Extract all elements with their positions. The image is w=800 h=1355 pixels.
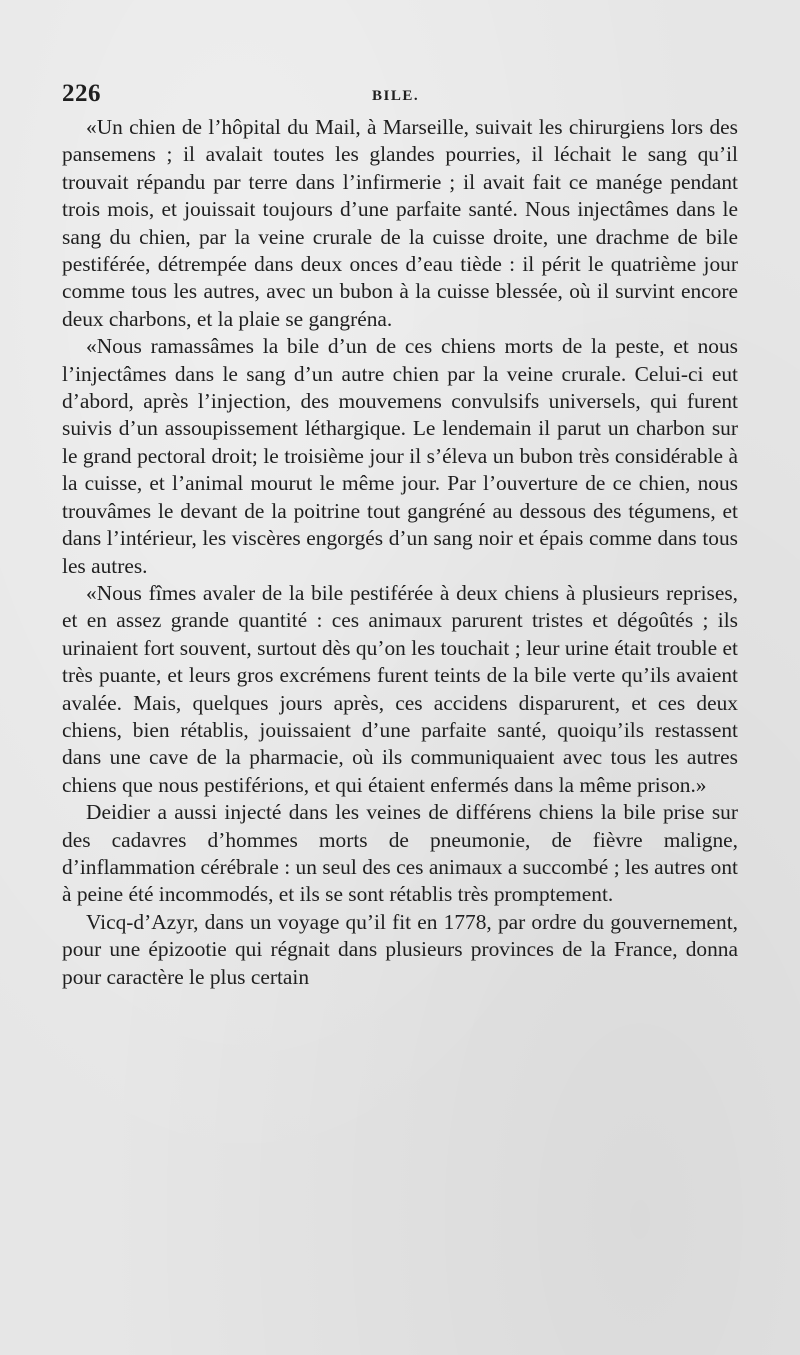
body-text	[62, 114, 738, 991]
paragraph-vicq-dazyr: Vicq-d’Azyr, dans un voyage qu’il fit en 1778, par ordre du gouvernement, pour une épizootie qui régnait dans plusieurs provinces de la France, donna pour caractère le plus certain	[62, 909, 738, 989]
paragraph-dog-hospital: «Un chien de l’hôpital du Mail, à Marseille, suivait les chirurgiens lors des pansemens ; il avalait toutes les glandes pourries, il léchait le sang qu’il trouvait répandu par terre dans l’infirmerie ; il avait fait ce manége pendant trois mois, et jouissait toujours d’une parfaite santé. Nous injectâmes dans le sang du chien, par la veine crurale de la cuisse droite, une drachme de bile pestiférée, détrempée dans deux onces d’eau tiède : il périt le quatrième jour comme tous les autres, avec un bubon à la cuisse blessée, où il survint encore deux charbons, et la plaie se gangréna.	[62, 115, 738, 331]
paragraph-bile-swallowed: «Nous fîmes avaler de la bile pestiférée à deux chiens à plusieurs reprises, et en assez grande quantité : ces animaux parurent tristes et dégoûtés ; ils urinaient fort souvent, surtout dès qu’on les touchait ; leur urine était trouble et très puante, et leurs gros excrémens furent teints de la bile verte qu’ils avaient avalée. Mais, quelques jours après, ces accidens disparurent, et ces deux chiens, bien rétablis, jouissaient d’une parfaite santé, quoiqu’ils restassent dans une cave de la pharmacie, où ils communiquaient avec tous les autres chiens que nous pestiférions, et qui étaient enfermés dans la même prison.»	[62, 580, 738, 797]
running-title: BILE.	[372, 88, 420, 104]
page-number: 226	[62, 80, 101, 107]
paragraph-deidier: Deidier a aussi injecté dans les veines de différens chiens la bile prise sur des cadavres d’hommes morts de pneumonie, de fièvre maligne, d’inflammation cérébrale : un seul des ces animaux a succombé ; les autres ont à peine été incommodés, et ils se sont rétablis très promptement.	[62, 800, 738, 907]
paragraph-bile-injection: «Nous ramassâmes la bile d’un de ces chiens morts de la peste, et nous l’injectâmes dans le sang d’un autre chien par la veine crurale. Celui-ci eut d’abord, après l’injection, des mouvemens convulsifs universels, qui furent suivis d’un assoupissement léthargique. Le lendemain il parut un charbon sur le grand pectoral droit; le troisième jour il s’éleva un bubon très considérable à la cuisse, et l’animal mourut le même jour. Par l’ouverture de ce chien, nous trouvâmes le devant de la poitrine tout gangréné au dessous des tégumens, et dans l’intérieur, les viscères engorgés d’un sang noir et épais comme dans tous les autres.	[62, 334, 738, 578]
